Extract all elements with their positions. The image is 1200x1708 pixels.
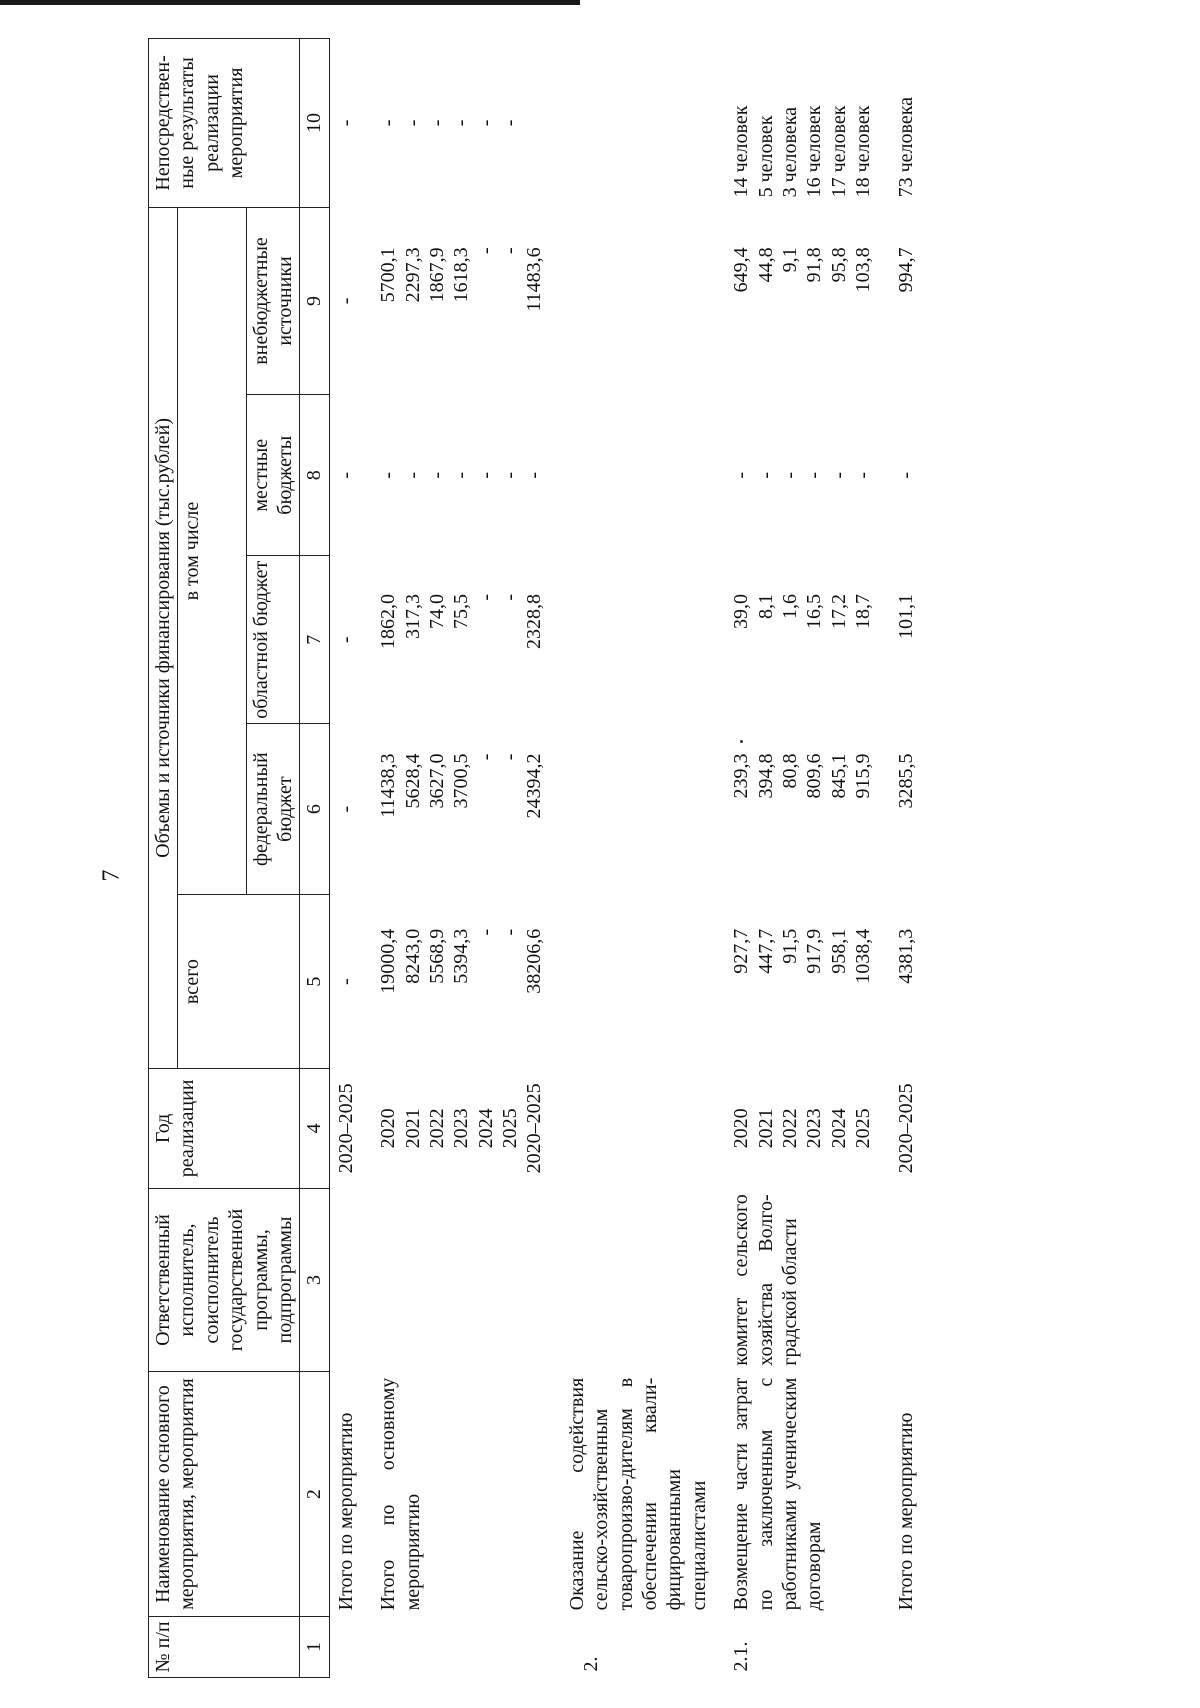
cell-regional: - bbox=[334, 636, 357, 644]
header-local: местные бюджеты bbox=[246, 395, 300, 556]
row-years: 2020 2021 2022 2023 2024 2025 bbox=[730, 1108, 875, 1149]
table-row bbox=[894, 39, 918, 1678]
index-cell: 10 bbox=[300, 39, 329, 208]
cell-federal: 239,3 394,8 80,8 809,6 845,1 915,9 bbox=[730, 753, 875, 799]
page-number: 7 bbox=[98, 869, 125, 882]
cell-result: 14 человек 5 человек 3 человека 16 человек 17 человек 18 человек bbox=[730, 105, 875, 198]
cell-offbudget: 649,4 44,8 9,1 91,8 95,8 103,8 bbox=[730, 247, 875, 293]
cell-total: 19000,4 8243,0 5568,9 5394,3 - - 38206,6 bbox=[377, 928, 546, 994]
cell-regional: 39,0 8,1 1,6 16,5 17,2 18,7 bbox=[730, 593, 875, 629]
cell-total: - bbox=[334, 978, 357, 985]
index-cell: 5 bbox=[300, 895, 329, 1069]
index-cell: 4 bbox=[300, 1068, 329, 1188]
row-name: Возмещение части затрат по заключенным с работниками ученическим договорам bbox=[730, 1377, 826, 1611]
top-rule-gap bbox=[580, 0, 1200, 5]
row-name: Оказание содействия сельско-хозяйственным товаропроизво-дителям в обеспечении квали-фицированными специалистами bbox=[565, 1377, 710, 1611]
cell-result: - - - - - - bbox=[377, 119, 522, 127]
row-year: 2020–2025 bbox=[894, 1083, 917, 1174]
header-total: всего bbox=[178, 895, 300, 1069]
cell-offbudget: 5700,1 2297,3 1867,9 1618,3 - - 11483,6 bbox=[377, 247, 546, 312]
table-row bbox=[729, 39, 875, 1678]
row-name: Итого по мероприятию bbox=[894, 1412, 917, 1611]
row-name: Итого по основному мероприятию bbox=[377, 1377, 424, 1611]
table-row bbox=[329, 39, 358, 1678]
cell-offbudget: - bbox=[334, 297, 357, 305]
cell-local: - - - - - - bbox=[730, 471, 875, 479]
cell-federal: 3285,5 bbox=[894, 753, 917, 809]
header-name: Наименование основного мероприятия, мероприятия bbox=[149, 1372, 300, 1617]
table-row bbox=[565, 39, 711, 1678]
header-offbudget: внебюджетные источники bbox=[246, 207, 300, 394]
cell-local: - - - - - - - bbox=[377, 471, 546, 479]
row-executor: комитет сельского хозяйства Волго-градской области bbox=[730, 1194, 801, 1366]
index-cell: 2 bbox=[300, 1372, 329, 1617]
index-cell: 8 bbox=[300, 395, 329, 556]
funding-table bbox=[148, 38, 918, 1678]
cell-total: 927,7 447,7 91,5 917,9 958,1 1038,4 bbox=[730, 928, 875, 984]
cell-local: - bbox=[334, 471, 357, 479]
index-cell: 9 bbox=[300, 207, 329, 394]
cell-result: 73 человека bbox=[894, 96, 917, 198]
cell-regional: 1862,0 317,3 74,0 75,5 - - 2328,8 bbox=[377, 593, 546, 649]
header-year: Год реализации bbox=[149, 1068, 300, 1188]
header-regional: областной бюджет bbox=[246, 556, 300, 724]
cell-local: - bbox=[894, 471, 917, 479]
row-name: Итого по мероприятию bbox=[334, 1412, 357, 1611]
cell-regional: 101,1 bbox=[894, 593, 917, 639]
cell-federal: 11438,3 5628,4 3627,0 3700,5 - - 24394,2 bbox=[377, 753, 546, 819]
cell-offbudget: 994,7 bbox=[894, 247, 917, 293]
header-federal: федеральный бюджет bbox=[246, 724, 300, 895]
row-number: 2. bbox=[579, 1656, 602, 1672]
header-results: Непосредствен-ные результаты реализации мероприятия bbox=[149, 39, 300, 208]
table-row bbox=[376, 39, 547, 1678]
cell-total: 4381,3 bbox=[894, 928, 917, 984]
rotated-page bbox=[148, 38, 1188, 1678]
cell-federal: - bbox=[334, 805, 357, 813]
row-years: 2020 2021 2022 2023 2024 2025 2020–2025 bbox=[377, 1083, 546, 1174]
header-including: в том числе bbox=[178, 207, 246, 894]
row-number: 2.1. bbox=[730, 1641, 753, 1672]
index-cell: 1 bbox=[300, 1616, 329, 1677]
cell-result: - bbox=[334, 119, 357, 127]
index-cell: 7 bbox=[300, 556, 329, 724]
index-cell: 6 bbox=[300, 724, 329, 895]
header-funding-group: Объемы и источники финансирования (тыс.рублей) bbox=[149, 207, 178, 1068]
header-executor: Ответственный исполнитель, соисполнитель государственной программы, подпрограммы bbox=[149, 1188, 300, 1371]
row-year: 2020–2025 bbox=[334, 1083, 357, 1174]
header-number: № п/п bbox=[149, 1616, 300, 1677]
index-cell: 3 bbox=[300, 1188, 329, 1371]
